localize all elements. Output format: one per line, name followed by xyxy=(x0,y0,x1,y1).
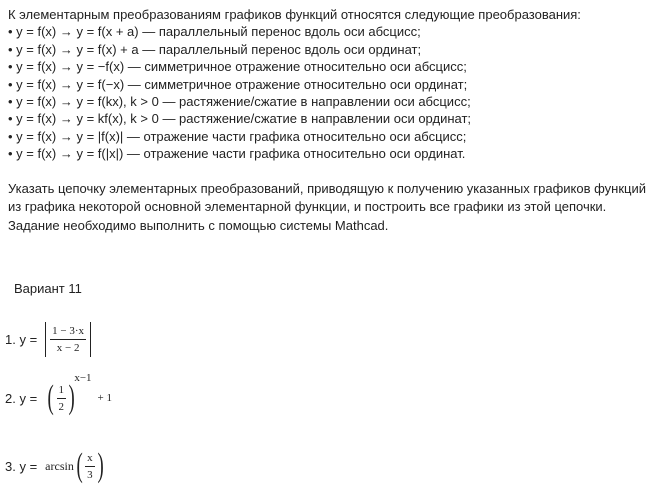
problem-label: 3. y = xyxy=(5,458,38,474)
rules-list xyxy=(8,23,660,162)
rule-item: • y = f(x) → y = kf(x), k > 0 — растяжение/сжатие в направлении оси ординат; xyxy=(8,111,472,127)
rule-item: • y = f(x) → y = f(x) + a — параллельный перенос вдоль оси ординат; xyxy=(8,41,422,57)
fraction-numerator: 1 xyxy=(57,383,67,399)
problem-label: 1. y = xyxy=(5,332,38,347)
fraction xyxy=(50,324,86,355)
problem-label: 2. y = xyxy=(5,390,38,406)
intro-text: К элементарным преобразованиям графиков функций относятся следующие преобразования: xyxy=(8,7,581,22)
fraction-numerator: x xyxy=(85,451,95,467)
rule-item: • y = f(x) → y = f(x + a) — параллельный перенос вдоль оси абсцисс; xyxy=(8,24,421,40)
right-paren: ) xyxy=(97,447,104,484)
fraction xyxy=(85,451,95,482)
absolute-value xyxy=(45,322,91,357)
fraction-numerator: 1 − 3·x xyxy=(50,324,86,340)
arcsin-expression xyxy=(37,449,106,483)
exponent: x−1 xyxy=(74,372,92,384)
rule-item: • y = f(x) → y = |f(x)| — отражение части графика относительно оси абсцисс; xyxy=(8,128,467,144)
fraction-denominator: 3 xyxy=(87,468,93,481)
rule-item: • y = f(x) → y = f(|x|) — отражение части графика относительно оси ординат. xyxy=(8,146,466,162)
power-expression xyxy=(45,372,113,416)
fraction-denominator: 2 xyxy=(58,400,64,413)
function-name: arcsin xyxy=(45,458,74,473)
problem-3 xyxy=(5,449,106,483)
rule-item: • y = f(x) → y = f(−x) — симметричное отражение относительно оси ординат; xyxy=(8,76,468,92)
fraction-denominator: x − 2 xyxy=(56,342,80,354)
right-paren: ) xyxy=(68,379,75,416)
fraction xyxy=(57,383,67,414)
problem-1 xyxy=(5,322,91,357)
addend: + 1 xyxy=(97,392,113,404)
left-paren: ( xyxy=(47,379,54,416)
variant-label: Вариант 11 xyxy=(14,281,82,296)
document xyxy=(8,6,660,248)
task-text: Указать цепочку элементарных преобразований, приводящую к получению указанных графиков функций из графика некоторой основной элементарной функции, и построить все графики из этой цепочки. Задание необходимо выполнить с помощью системы Mathcad. xyxy=(8,180,646,233)
problem-2 xyxy=(5,372,113,416)
rule-item: • y = f(x) → y = f(kx), k > 0 — растяжение/сжатие в направлении оси абсцисс; xyxy=(8,94,471,110)
rule-item: • y = f(x) → y = −f(x) — симметричное отражение относительно оси абсцисс; xyxy=(8,59,467,75)
left-paren: ( xyxy=(76,447,83,484)
